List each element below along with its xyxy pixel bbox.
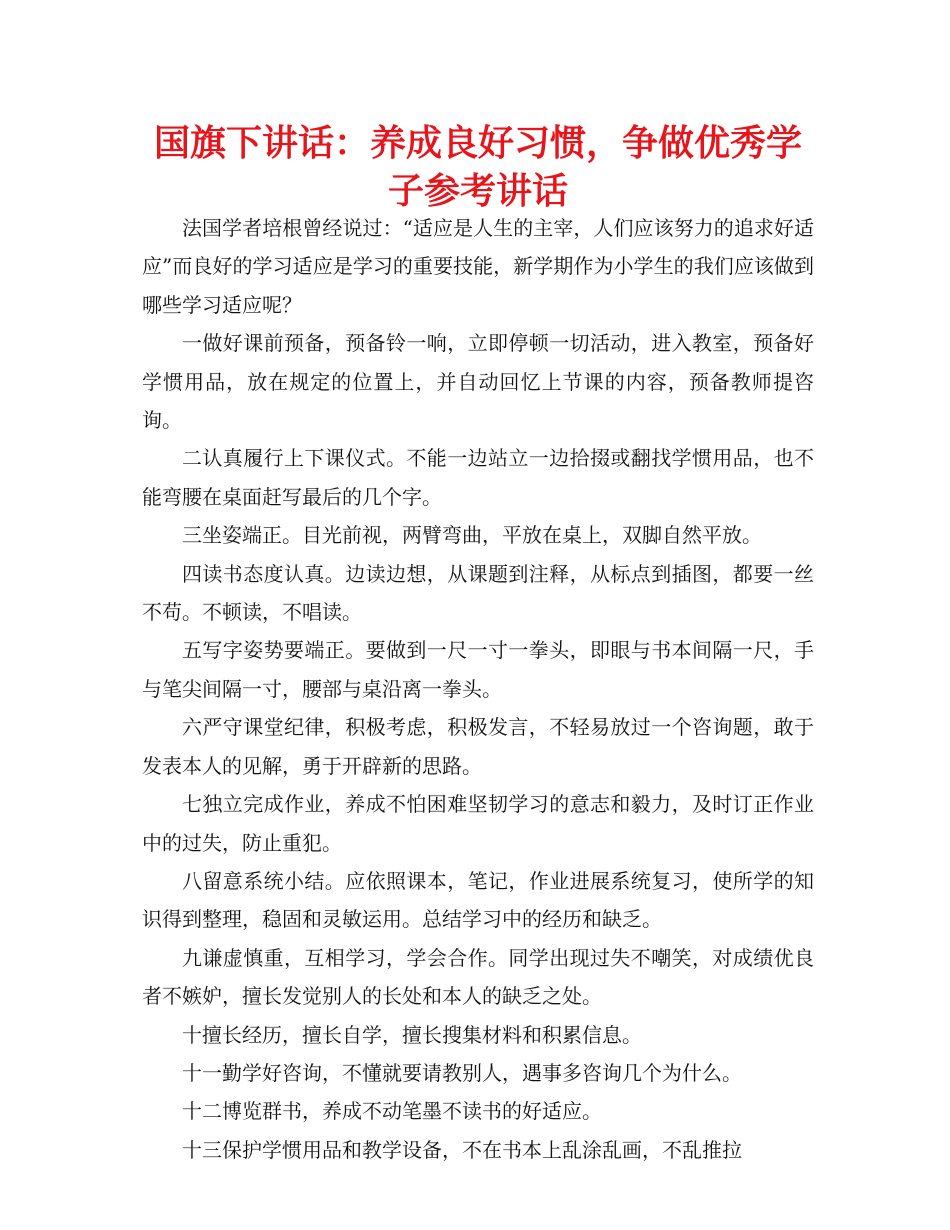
paragraph: 二认真履行上下课仪式。不能一边站立一边拾掇或翻找学惯用品，也不能弯腰在桌面赶写最后的几个字。 (142, 446, 814, 509)
paragraph: 五写字姿势要端正。要做到一尺一寸一拳头，即眼与书本间隔一尺，手与笔尖间隔一寸，腰部与桌沿离一拳头。 (142, 638, 814, 701)
paragraph: 六严守课堂纪律，积极考虑，积极发言，不轻易放过一个咨询题，敢于发表本人的见解，勇于开辟新的思路。 (142, 715, 814, 778)
paragraph: 七独立完成作业，养成不怕困难坚韧学习的意志和毅力，及时订正作业中的过失，防止重犯。 (142, 792, 814, 855)
document-title: 国旗下讲话：养成良好习惯，争做优秀学子参考讲话 (153, 123, 802, 212)
paragraph: 法国学者培根曾经说过：“适应是人生的主宰，人们应该努力的追求好适应”而良好的学习适应是学习的重要技能，新学期作为小学生的我们应该做到哪些学习适应呢？ (142, 216, 814, 317)
document-body (142, 209, 814, 1169)
paragraph: 三坐姿端正。目光前视，两臂弯曲，平放在桌上，双脚自然平放。 (182, 523, 762, 548)
paragraph: 四读书态度认真。边读边想，从课题到注释，从标点到插图，都要一丝不苟。不顿读，不唱读。 (142, 561, 814, 625)
paragraph: 八留意系统小结。应依照课本，笔记，作业进展系统复习，使所学的知识得到整理，稳固和灵敏运用。总结学习中的经历和缺乏。 (142, 868, 814, 932)
paragraph: 十三保护学惯用品和教学设备，不在书本上乱涂乱画，不乱推拉 (182, 1137, 742, 1162)
paragraph: 十擅长经历，擅长自学，擅长搜集材料和积累信息。 (182, 1022, 642, 1047)
paragraph: 九谦虚慎重，互相学习，学会合作。同学出现过失不嘲笑，对成绩优良者不嫉妒，擅长发觉别人的长处和本人的缺乏之处。 (142, 945, 814, 1009)
paragraph: 十一勤学好咨询，不懂就要请教别人，遇事多咨询几个为什么。 (182, 1060, 742, 1085)
paragraph: 一做好课前预备，预备铃一响，立即停顿一切活动，进入教室，预备好学惯用品，放在规定的位置上，并自动回忆上节课的内容，预备教师提咨询。 (142, 331, 814, 433)
paragraph: 十二博览群书，养成不动笔墨不读书的好适应。 (182, 1099, 602, 1124)
